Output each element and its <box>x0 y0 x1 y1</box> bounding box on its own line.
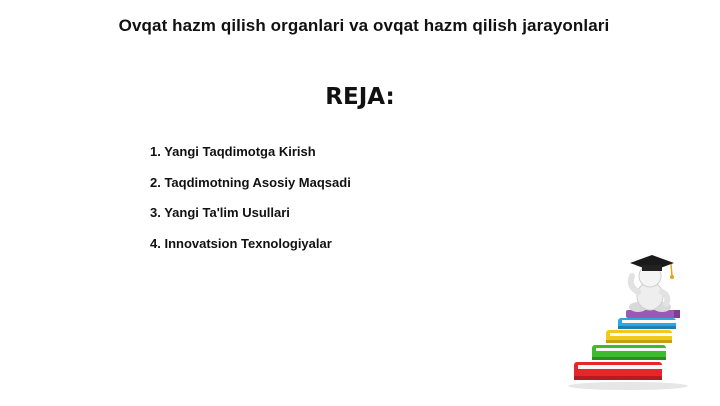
plan-item-4: 4. Innovatsion Texnologiyalar <box>150 235 332 251</box>
graduate-on-book-stairs-icon <box>566 252 696 392</box>
plan-item-2: 2. Taqdimotning Asosiy Maqsadi <box>150 174 351 190</box>
plan-item-3: 3. Yangi Ta'lim Usullari <box>150 205 290 220</box>
book-red <box>574 362 662 380</box>
slide-title: Ovqat hazm qilish organlari va ovqat hazm qilish jarayonlari <box>118 16 610 35</box>
book-blue <box>618 318 676 329</box>
plan-heading: REJA: <box>325 84 395 110</box>
plan-item-1: 1. Yangi Taqdimotga Kirish <box>150 144 316 159</box>
book-green <box>592 345 666 360</box>
plan-list <box>150 143 351 265</box>
graduate-figure <box>629 265 671 312</box>
book-yellow <box>606 330 672 343</box>
stairs-shadow <box>568 382 688 390</box>
